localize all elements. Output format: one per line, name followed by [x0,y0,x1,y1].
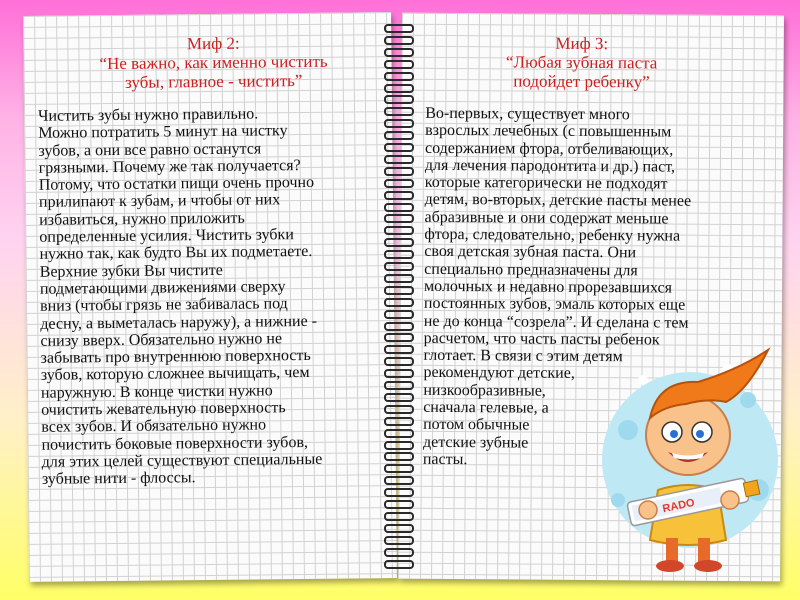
spiral-ring [380,500,414,507]
spiral-ring [380,333,414,340]
spiral-ring [380,72,414,79]
spiral-ring [380,560,414,567]
spiral-ring [380,143,414,150]
spiral-ring [380,191,414,198]
spiral-ring [380,357,414,364]
spiral-ring [380,95,414,102]
spiral-ring [380,393,414,400]
myth3-title: Миф 3: “Любая зубная паста подойдет ребенку” [505,33,658,92]
spiral-ring [380,286,414,293]
spiral-ring [380,512,414,519]
myth2-title: Миф 2: “Не важно, как именно чистить зубы, главное - чистить” [99,33,328,92]
spiral-ring [380,298,414,305]
spiral-ring [380,60,414,67]
spiral-ring [380,452,414,459]
spiral-ring [380,214,414,221]
spiral-ring [380,167,414,174]
spiral-ring [380,488,414,495]
toothpaste-kid-illustration [598,340,778,580]
spiral-ring [380,369,414,376]
spiral-ring [380,250,414,257]
spiral-ring [380,179,414,186]
spiral-ring [380,226,414,233]
notebook-left-page [23,12,397,582]
myth2-text: Чистить зубы нужно правильно. Можно потратить 5 минут на чистку зубов, а они все равно останутся грязными. Почему же так получается? Потому, что остатки пищи очень прочно прилипают к зубам, и чтобы от них избавиться, нужно приложить определенные усилия. Чистить зубки нужно так, как будто Вы их подметаете. Верхние зубки Вы чистите подметающими движениями сверху вниз (чтобы грязь не забивалась под десну, а выметалась наружу), а нижние - снизу вверх. Обязательно нужно не забывать про внутреннюю поверхность зубов, которую сложнее вычищать, чем наружную. В конце чистки нужно очистить жевательную поверхность всех зубов. И обязательно нужно почистить боковые поверхности зубов, для этих целей существуют специальные зубные нити - флоссы. [38,105,323,489]
spiral-ring [380,155,414,162]
notebook-spiral-binding [380,24,414,574]
spiral-ring [380,107,414,114]
spiral-ring [380,381,414,388]
spiral-ring [380,119,414,126]
spiral-ring [380,84,414,91]
spiral-ring [380,24,414,31]
spiral-ring [380,441,414,448]
spiral-ring [380,262,414,269]
spiral-ring [380,536,414,543]
spiral-ring [380,48,414,55]
myth3-text: Во-первых, существует много взрослых лечебных (с повышенным содержанием фтора, отбеливающих, для лечения пародонтита и др.) паст, которые категорически не подходят детям, во-вторых, детские пасты менее абразивные и они содержат меньше фтора, следовательно, ребенку нужна своя детская зубная паста. Они специально предназначены для молочных и недавно прорезавшихся постоянных зубов, эмаль которых еще не до конца “созрела”. И сделана с тем расчетом, что часть пасты ребенок глотает. В связи с этим детям рекомендуют детские, низкообразивные, сначала гелевые, а потом обычные детские зубные пасты. [422,104,692,469]
spiral-ring [380,131,414,138]
spiral-ring [380,322,414,329]
spiral-ring [380,405,414,412]
spiral-ring [380,36,414,43]
spiral-ring [380,203,414,210]
tube-brand-label: RADO [661,496,696,516]
spiral-ring [380,548,414,555]
spiral-ring [380,274,414,281]
spiral-ring [380,524,414,531]
spiral-ring [380,238,414,245]
spiral-ring [380,429,414,436]
spiral-ring [380,345,414,352]
spiral-ring [380,476,414,483]
spiral-ring [380,310,414,317]
spiral-ring [380,464,414,471]
spiral-ring [380,417,414,424]
